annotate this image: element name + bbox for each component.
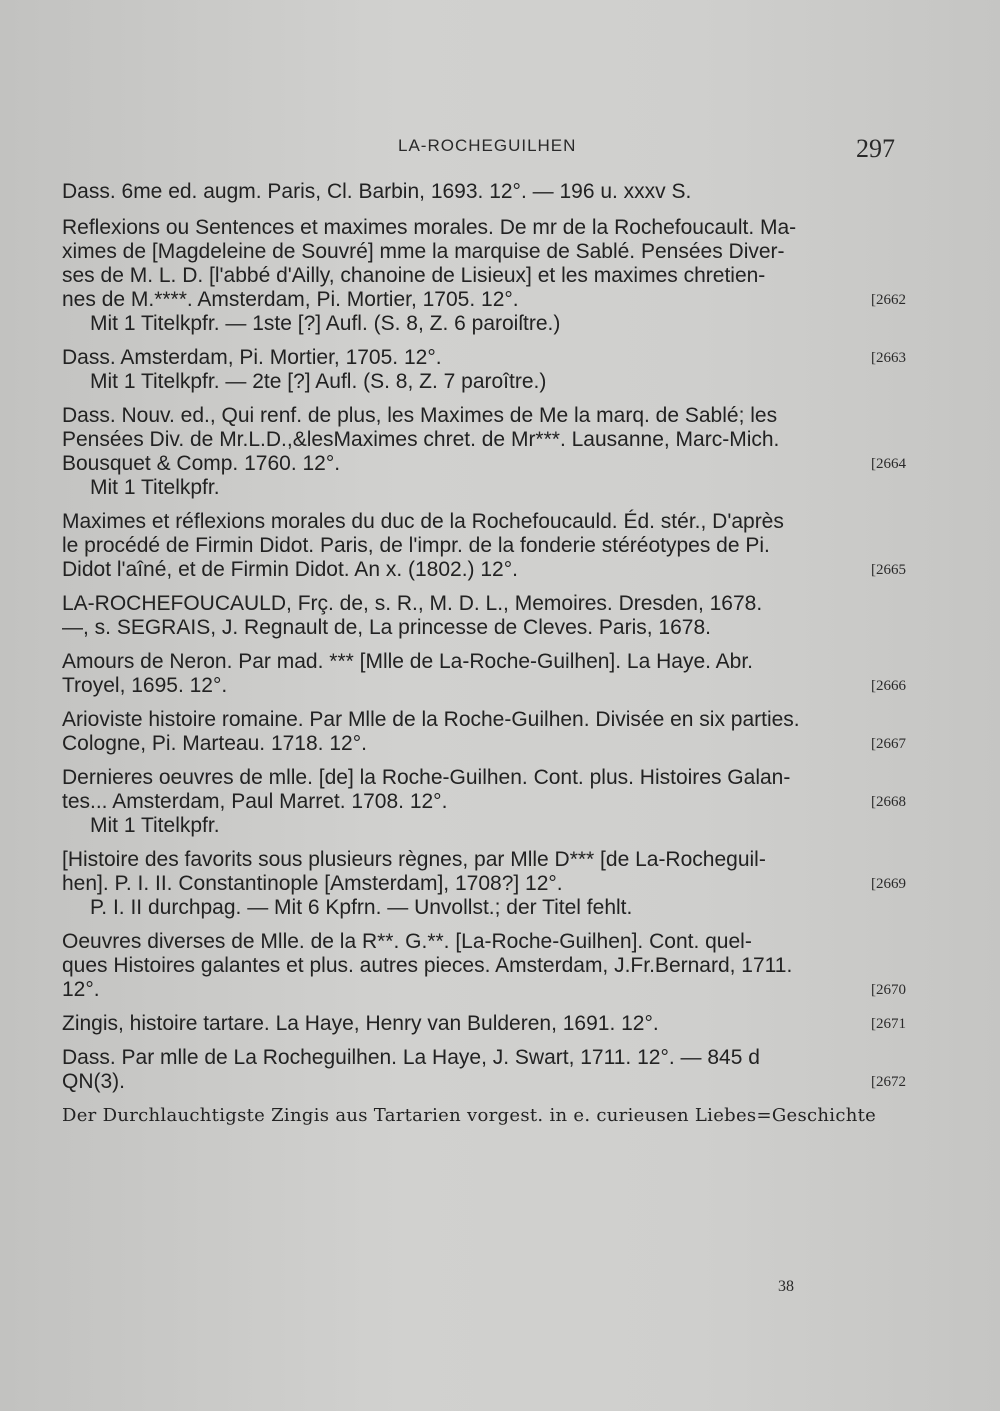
entry-line: hen]. P. I. II. Constantinople [Amsterdam], 1708?] 12°. — [62, 872, 563, 895]
entry-dass-1693 — [62, 180, 900, 204]
entry-note: Mit 1 Titelkpfr. — 2te [?] Aufl. (S. 8, Z. 7 paroître.) — [90, 370, 547, 393]
entry-line: QN(3). — [62, 1070, 125, 1093]
entry-number: [2668 — [871, 794, 906, 810]
entry-line: Bousquet & Comp. 1760. 12°. — [62, 452, 341, 475]
entry-number: [2663 — [871, 350, 906, 366]
page-number: 297 — [856, 134, 895, 163]
fraktur-title-line: Der Durchlauchtigste Zingis aus Tartarien vorgest. in e. curieusen Liebes=Geschichte — [62, 1105, 877, 1126]
entry-2667 — [62, 708, 906, 756]
entry-line: tes... Amsterdam, Paul Marret. 1708. 12°. — [62, 790, 448, 813]
entry-number: [2669 — [871, 876, 906, 892]
entry-note: Mit 1 Titelkpfr. — [90, 814, 220, 837]
entry-2662 — [62, 216, 906, 336]
entry-2665 — [62, 510, 906, 582]
entry-number: [2666 — [871, 678, 906, 694]
entry-line: [Histoire des favorits sous plusieurs règnes, par Mlle D*** [de La-Rocheguil- — [62, 848, 766, 871]
entry-note: P. I. II durchpag. — Mit 6 Kpfrn. — Unvollst.; der Titel fehlt. — [90, 896, 633, 919]
running-title: LA-ROCHEGUILHEN — [398, 136, 577, 155]
entry-number: [2671 — [871, 1016, 906, 1032]
entry-note: Mit 1 Titelkpfr. — [90, 476, 220, 499]
entry-line: Troyel, 1695. 12°. — [62, 674, 228, 697]
entry-2670 — [62, 930, 906, 1002]
entry-line: Amours de Neron. Par mad. *** [Mlle de La-Roche-Guilhen]. La Haye. Abr. — [62, 650, 754, 673]
printer-signature: 38 — [778, 1278, 794, 1295]
entry-line: Zingis, histoire tartare. La Haye, Henry van Bulderen, 1691. 12°. — [62, 1012, 659, 1035]
entry-number: [2665 — [871, 562, 906, 578]
entry-2664 — [62, 404, 906, 500]
entry-line: Dernieres oeuvres de mlle. [de] la Roche-Guilhen. Cont. plus. Histoires Galan- — [62, 766, 791, 789]
entry-line: —, s. SEGRAIS, J. Regnault de, La princesse de Cleves. Paris, 1678. — [62, 616, 711, 639]
entry-line: Reflexions ou Sentences et maximes morales. De mr de la Rochefoucault. Ma- — [62, 216, 797, 239]
entry-number: [2670 — [871, 982, 906, 998]
entry-line: ses de M. L. D. [l'abbé d'Ailly, chanoine de Lisieux] et les maximes chretien- — [62, 264, 766, 287]
entry-number: [2667 — [871, 736, 906, 752]
entry-2669 — [62, 848, 906, 920]
entry-2671 — [62, 1012, 906, 1036]
entry-line: le procédé de Firmin Didot. Paris, de l'impr. de la fonderie stéréotypes de Pi. — [62, 534, 770, 557]
entry-line: Cologne, Pi. Marteau. 1718. 12°. — [62, 732, 367, 755]
entry-number: [2662 — [871, 292, 906, 308]
entry-la-rochefoucauld — [62, 592, 900, 640]
entry-note: Mit 1 Titelkpfr. — 1ste [?] Aufl. (S. 8, Z. 6 paroiſtre.) — [90, 312, 561, 335]
entry-line: Oeuvres diverses de Mlle. de la R**. G.**. [La-Roche-Guilhen]. Cont. quel- — [62, 930, 752, 953]
entry-line: 12°. — [62, 978, 100, 1001]
entry-2672 — [62, 1046, 906, 1094]
entry-2668 — [62, 766, 906, 838]
entry-line: nes de M.****. Amsterdam, Pi. Mortier, 1705. 12°. — [62, 288, 519, 311]
bibliography-entries — [62, 180, 906, 1128]
entry-2666 — [62, 650, 906, 698]
entry-line: Maximes et réflexions morales du duc de la Rochefoucauld. Éd. stér., D'après — [62, 510, 784, 533]
entry-line: Dass. Nouv. ed., Qui renf. de plus, les Maximes de Me la marq. de Sablé; les — [62, 404, 778, 427]
entry-line: Arioviste histoire romaine. Par Mlle de la Roche-Guilhen. Divisée en six parties. — [62, 708, 800, 731]
entry-line: Pensées Div. de Mr.L.D.,&lesMaximes chret. de Mr***. Lausanne, Marc-Mich. — [62, 428, 780, 451]
entry-line: Dass. 6me ed. augm. Paris, Cl. Barbin, 1693. 12°. — 196 u. xxxv S. — [62, 180, 692, 203]
entry-line: Dass. Amsterdam, Pi. Mortier, 1705. 12°. — [62, 346, 442, 369]
entry-line: Didot l'aîné, et de Firmin Didot. An x. (1802.) 12°. — [62, 558, 518, 581]
entry-number: [2664 — [871, 456, 906, 472]
entry-number: [2672 — [871, 1074, 906, 1090]
entry-line: LA-ROCHEFOUCAULD, Frç. de, s. R., M. D. L., Memoires. Dresden, 1678. — [62, 592, 763, 615]
entry-line: ximes de [Magdeleine de Souvré] mme la marquise de Sablé. Pensées Diver- — [62, 240, 785, 263]
entry-line: ques Histoires galantes et plus. autres pieces. Amsterdam, J.Fr.Bernard, 1711. — [62, 954, 793, 977]
entry-line: Dass. Par mlle de La Rocheguilhen. La Haye, J. Swart, 1711. 12°. — 845 d — [62, 1046, 760, 1069]
entry-2663 — [62, 346, 906, 394]
